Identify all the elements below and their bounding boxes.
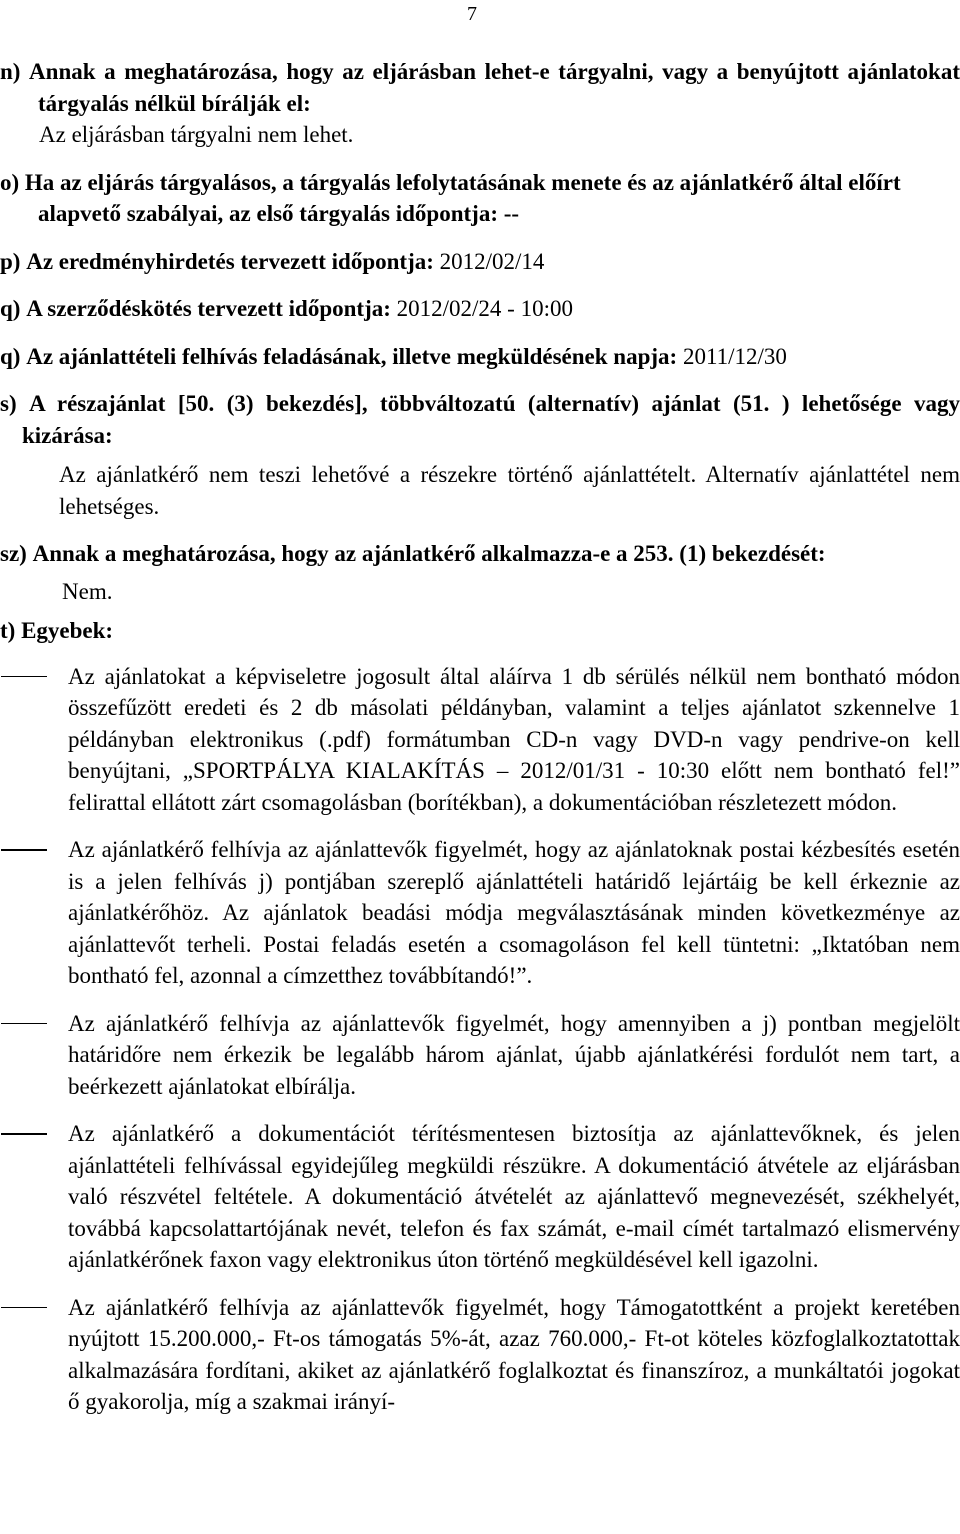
section-heading: Egyebek: [21, 618, 114, 643]
section-label: s) [0, 391, 17, 416]
section-label: o) [0, 169, 20, 195]
section-o [0, 167, 960, 230]
section-label: p) [0, 248, 21, 274]
section-label: q) [0, 343, 21, 369]
dash-bullet-icon [0, 1292, 68, 1418]
list-item [0, 1118, 960, 1276]
section-answer: Az eljárásban tárgyalni nem lehet. [39, 122, 354, 147]
section-answer: Az ajánlatkérő nem teszi lehetővé a részekre történő ajánlattételt. Alternatív ajánlattétel nem lehetséges. [59, 462, 960, 519]
section-heading: Ha az eljárás tárgyalásos, a tárgyalás lefolytatásának menete és az ajánlatkérő által előírt alapvető szabályai, az első tárgyalás időpontja: -- [24, 169, 901, 226]
section-heading: Az ajánlattételi felhívás feladásának, illetve megküldésének napja: [26, 343, 678, 369]
list-item-text: Az ajánlatkérő felhívja az ajánlattevők figyelmét, hogy az ajánlatoknak postai kézbesítés esetén is a jelen felhívás j) pontjában szereplő ajánlattételi határidő lejártáig be kell érkeznie az ajánlatkérőhöz. Az ajánlatok beadási módja megválasztásának minden következménye az ajánlattevőt terheli. Postai feladás esetén a csomagoláson fel kell tüntetni: „Iktatóban nem bontható fel, azonnal a címzetthez továbbítandó!”. [68, 837, 960, 988]
section-answer: Nem. [62, 578, 113, 604]
document-body [0, 56, 960, 1434]
section-label: t) [0, 618, 16, 643]
section-heading: A szerződéskötés tervezett időpontja: [26, 296, 391, 321]
section-label: sz) [0, 541, 27, 566]
section-n [0, 56, 960, 151]
list-item-text: Az ajánlatkérő felhívja az ajánlattevők figyelmét, hogy amennyiben a j) pontban megjelölt határidőre nem érkezik be legalább három ajánlat, újabb ajánlatkérési fordulót nem tart, a beérkezett ajánlatokat elbírálja. [68, 1010, 960, 1099]
list-item [0, 661, 960, 819]
bullet-list [0, 661, 960, 1418]
dash-bullet-icon [0, 1118, 68, 1276]
page-number: 7 [467, 3, 477, 25]
section-label: n) [0, 59, 21, 84]
section-value: 2011/12/30 [682, 343, 787, 369]
list-item-text: Az ajánlatkérő felhívja az ajánlattevők figyelmét, hogy Támogatottként a projekt keretében nyújtott 15.200.000,- Ft-os támogatás 5%-át, azaz 760.000,- Ft-ot köteles közfoglalkoztatottak alkalmazására fordítani, akiket az ajánlatkérő foglalkoztat és finanszíroz, a munkáltatói jogokat ő gyakorolja, míg a szakmai irányí- [68, 1294, 960, 1414]
section-heading: Annak a meghatározása, hogy az ajánlatkérő alkalmazza-e a 253. (1) bekezdését: [32, 541, 826, 566]
section-q-notice [0, 341, 960, 373]
section-heading: Annak a meghatározása, hogy az eljárásban lehet-e tárgyalni, vagy a benyújtott ajánlatokat tárgyalás nélkül bírálják el: [29, 59, 960, 116]
list-item-text: Az ajánlatokat a képviseletre jogosult által aláírva 1 db sérülés nélkül nem bontható módon összefűzött eredeti és 2 db másolati példányban, valamint a teljes ajánlatot szkennelve 1 példányban elektronikus (.pdf) formátumban CD-n vagy DVD-n vagy pendrive-on kell benyújtani, „SPORTPÁLYA KIALAKÍTÁS – 2012/01/31 - 10:30 előtt nem bontható fel!” felirattal ellátott zárt csomagolásban (borítékban), a dokumentációban részletezett módon. [68, 663, 960, 815]
list-item [0, 834, 960, 992]
section-s [0, 388, 960, 522]
section-label: q) [0, 296, 21, 321]
section-value: 2012/02/24 - 10:00 [396, 296, 573, 321]
section-value: 2012/02/14 [439, 248, 545, 274]
section-t [0, 615, 960, 1418]
dash-bullet-icon [0, 661, 68, 819]
section-q-contract [0, 293, 960, 325]
section-heading: A részajánlat [50. (3) bekezdés], többváltozatú (alternatív) ajánlat (51. ) lehetősége vagy kizárása: [22, 391, 960, 448]
dash-bullet-icon [0, 1008, 68, 1103]
section-heading: Az eredményhirdetés tervezett időpontja: [26, 248, 434, 274]
section-p [0, 246, 960, 278]
dash-bullet-icon [0, 834, 68, 992]
section-sz [0, 538, 960, 607]
list-item-text: Az ajánlatkérő a dokumentációt térítésmentesen biztosítja az ajánlattevőknek, és jelen ajánlattételi felhívással egyidejűleg megküldi részükre. A dokumentáció átvétele az eljárásban való részvétel feltétele. A dokumentáció átvételét az ajánlattevő megnevezését, székhelyét, továbbá kapcsolattartójának nevét, telefon és fax számát, e-mail címét tartalmazó elismervény ajánlatkérőnek faxon vagy elektronikus úton történő megküldésével kell igazolni. [68, 1121, 960, 1272]
list-item [0, 1008, 960, 1103]
list-item [0, 1292, 960, 1418]
